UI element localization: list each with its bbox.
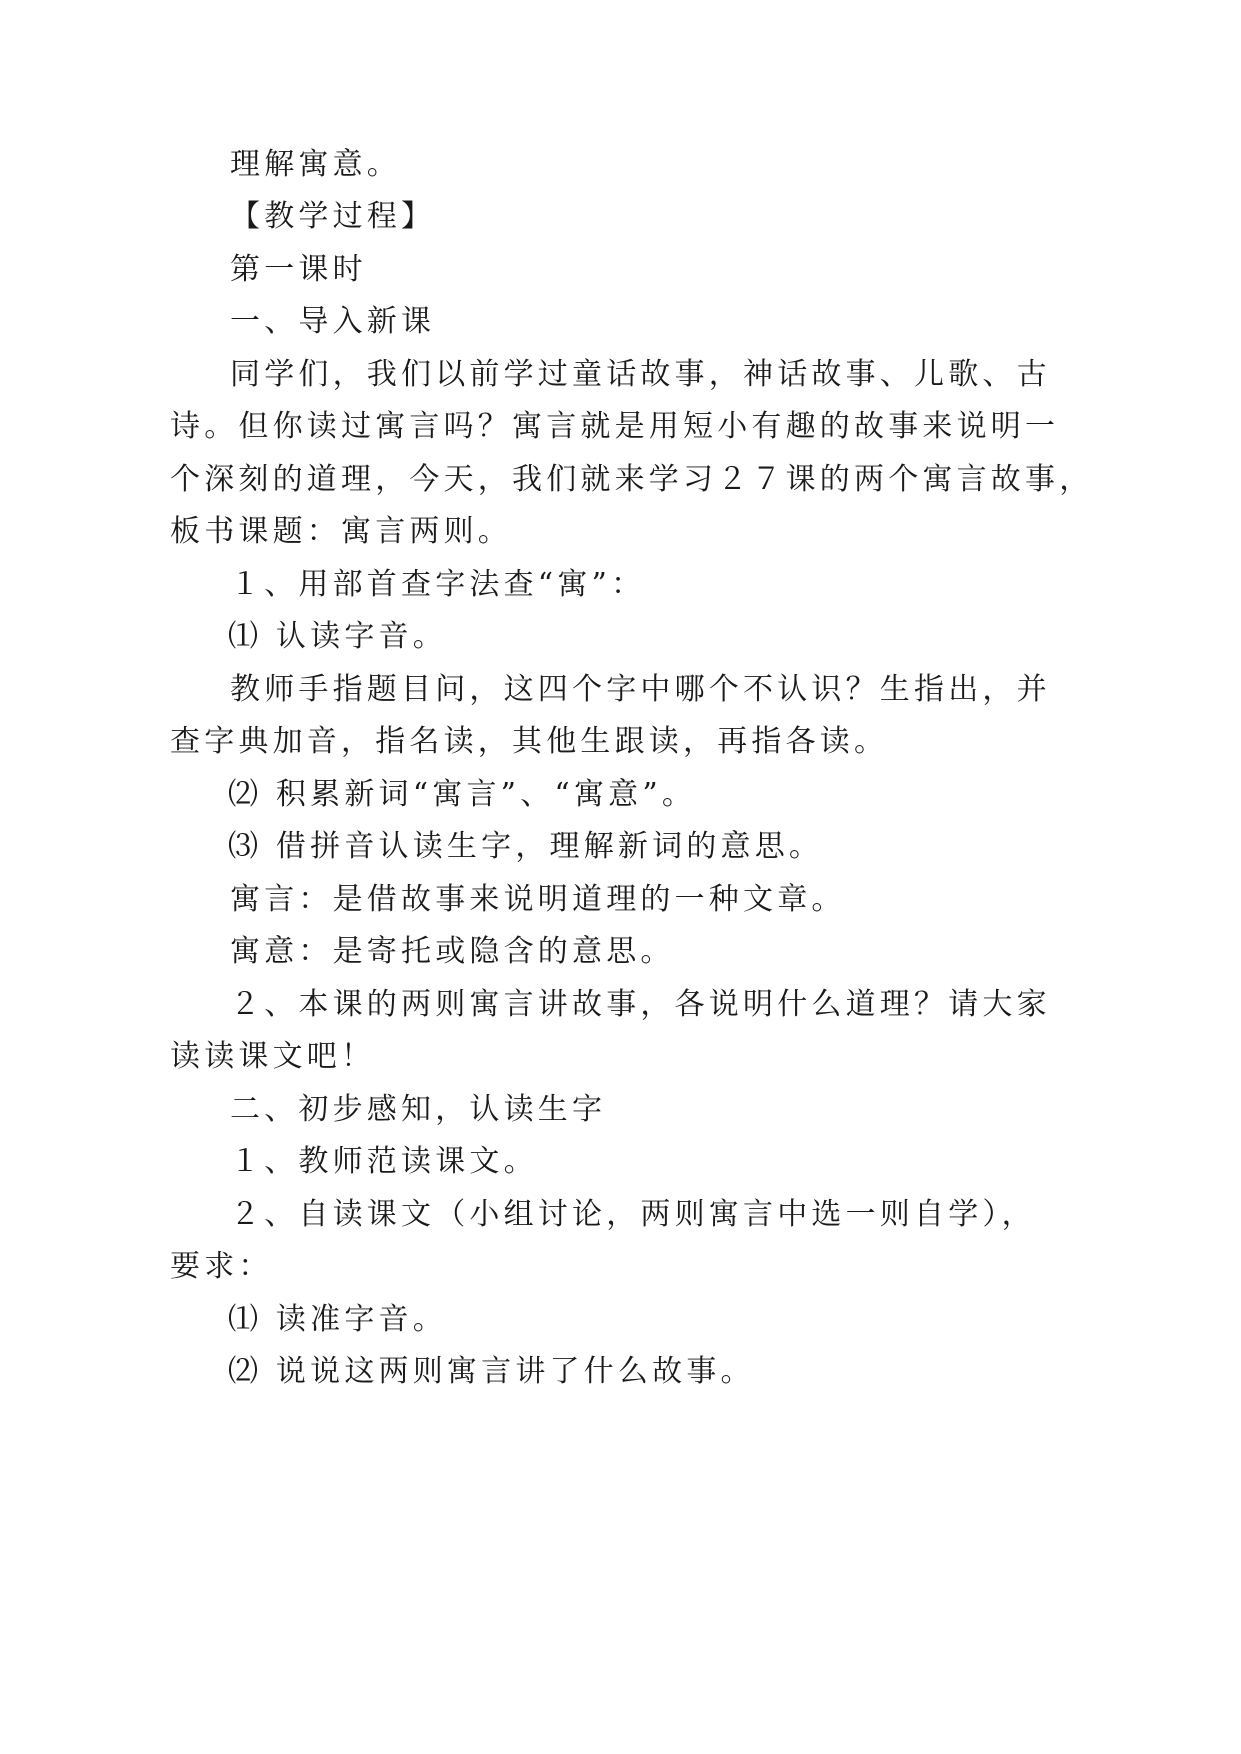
list-item: ⑴ 读准字音。 bbox=[228, 1302, 447, 1337]
paragraph-line: 要求： bbox=[170, 1249, 273, 1284]
paragraph-line: 教师手指题目问，这四个字中哪个不认识？生指出，并 bbox=[230, 672, 1051, 707]
paragraph-line: 个深刻的道理，今天，我们就来学习２７课的两个寓言故事， bbox=[170, 462, 1094, 497]
list-item: ⑶ 借拼音认读生字，理解新词的意思。 bbox=[228, 829, 824, 864]
paragraph-line: 同学们，我们以前学过童话故事，神话故事、儿歌、古 bbox=[230, 357, 1051, 392]
paragraph-line: 读读课文吧！ bbox=[170, 1039, 376, 1074]
paragraph-line: 查字典加音，指名读，其他生跟读，再指各读。 bbox=[170, 724, 889, 759]
list-item: １、教师范读课文。 bbox=[230, 1144, 538, 1179]
definition-line: 寓言：是借故事来说明道理的一种文章。 bbox=[230, 882, 846, 917]
definition-line: 寓意：是寄托或隐含的意思。 bbox=[230, 934, 675, 969]
text-line-1: 理解寓意。 bbox=[230, 147, 401, 182]
list-item: ２、自读课文（小组讨论，两则寓言中选一则自学）， bbox=[230, 1197, 1036, 1232]
list-item: ⑴ 认读字音。 bbox=[228, 619, 447, 654]
paragraph-line: 诗。但你读过寓言吗？寓言就是用短小有趣的故事来说明一 bbox=[170, 409, 1060, 444]
section-heading-teaching-process: 【教学过程】 bbox=[230, 199, 436, 234]
list-item: １、用部首查字法查“寓”： bbox=[230, 567, 646, 602]
list-item: ⑵ 积累新词“寓言”、“寓意”。 bbox=[228, 777, 697, 812]
list-item: ⑵ 说说这两则寓言讲了什么故事。 bbox=[228, 1354, 755, 1389]
step-heading-1: 一、导入新课 bbox=[230, 304, 436, 339]
step-heading-2: 二、初步感知，认读生字 bbox=[230, 1092, 607, 1127]
list-item: ２、本课的两则寓言讲故事，各说明什么道理？请大家 bbox=[230, 987, 1051, 1022]
paragraph-line: 板书课题：寓言两则。 bbox=[170, 514, 512, 549]
lesson-heading: 第一课时 bbox=[230, 252, 367, 287]
